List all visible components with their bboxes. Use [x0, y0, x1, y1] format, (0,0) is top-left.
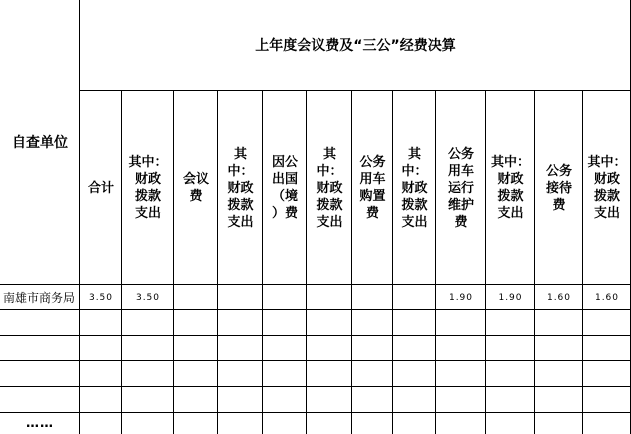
column-header: 会议 费	[182, 172, 209, 204]
group-title: 上年度会议费及“三公”经费决算	[255, 37, 456, 54]
column-header: 公务 用车 运行 维护 费	[447, 146, 474, 230]
column-header: 其 中： 财政 拨款 支出	[401, 146, 428, 230]
table-cell: 1.60	[594, 292, 620, 303]
grid-line	[0, 412, 631, 413]
column-header: 公务 用车 购置 费	[359, 155, 386, 221]
grid-line	[0, 386, 631, 387]
grid-line	[435, 91, 436, 434]
table-cell: 3.50	[88, 292, 114, 303]
column-header: 公务 接待 费	[545, 163, 572, 213]
grid-line	[0, 360, 631, 361]
table-cell	[307, 285, 352, 310]
grid-line	[351, 91, 352, 434]
grid-line	[79, 0, 80, 434]
column-header: 其 中： 财政 拨款 支出	[227, 146, 254, 230]
column-header: 其 中： 财政 拨款 支出	[316, 146, 343, 230]
column-header: 其中： 财政 拨款 支出	[128, 155, 168, 221]
more-rows-ellipsis: ……	[26, 416, 54, 431]
column-header: 其中： 财政 拨款 支出	[587, 155, 627, 221]
grid-line	[217, 91, 218, 434]
grid-line	[582, 91, 583, 434]
table-cell	[352, 285, 393, 310]
grid-line	[306, 91, 307, 434]
table-cell	[393, 285, 436, 310]
table-cell: 3.50	[135, 292, 161, 303]
grid-line	[173, 91, 174, 434]
grid-line	[121, 91, 122, 434]
grid-line	[0, 284, 631, 285]
grid-line	[392, 91, 393, 434]
table-cell: 1.90	[448, 292, 474, 303]
grid-line	[485, 91, 486, 434]
grid-line	[534, 91, 535, 434]
grid-line	[262, 91, 263, 434]
grid-line	[0, 309, 631, 310]
column-header: 合计	[87, 180, 114, 196]
table-cell: 1.60	[546, 292, 572, 303]
row-unit-name: 南雄市商务局	[3, 291, 76, 305]
column-header: 因公 出国 （境 ）费	[271, 155, 298, 221]
grid-line	[80, 90, 631, 91]
table-cell	[174, 285, 218, 310]
grid-line	[0, 335, 631, 336]
row-header-unit: 自查单位	[12, 134, 68, 151]
table-cell	[218, 285, 263, 310]
column-header: 其中： 财政 拨款 支出	[490, 155, 530, 221]
table-cell	[263, 285, 307, 310]
table-cell: 1.90	[498, 292, 523, 303]
